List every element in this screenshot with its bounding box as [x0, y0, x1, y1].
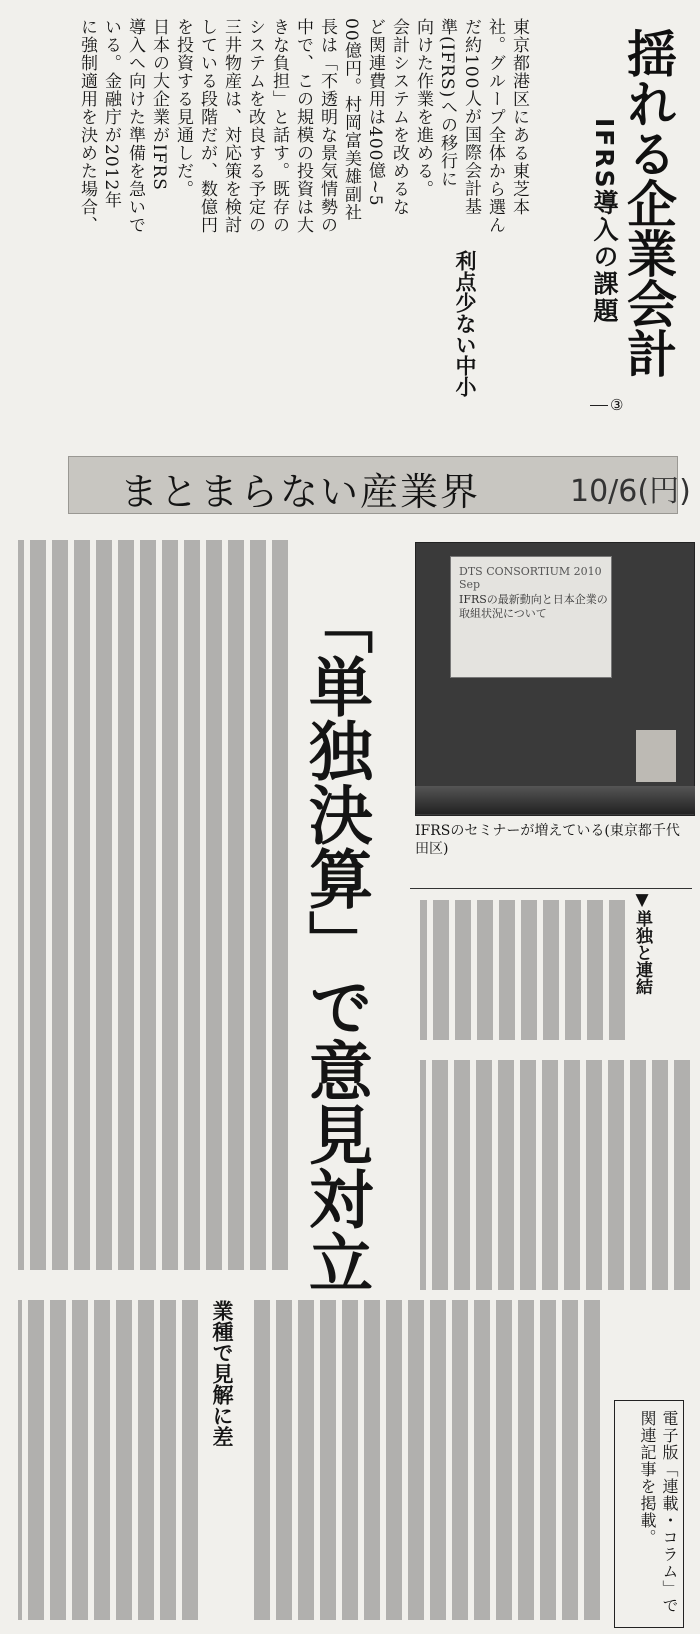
body-column: している段階だが、数億円 [197, 18, 217, 234]
main-headline: 「単独決算」で意見対立 [298, 590, 373, 1294]
body-column: 導入へ向けた準備を急いで [125, 18, 145, 234]
body-column: 00億円。村岡富美雄副社 [341, 18, 361, 222]
body-column: いる。金融庁が2012年 [101, 18, 121, 210]
body-column: 長は「不透明な景気情勢の [317, 18, 337, 234]
sidebar-border [410, 888, 692, 889]
audience [415, 786, 695, 814]
body-column: 準(IFRS)への移行に [437, 18, 457, 189]
body-column: 社。グループ全体から選ん [485, 18, 505, 234]
photo-caption: IFRSのセミナーが増えている(東京都千代田区) [415, 823, 680, 857]
body-column: だ約100人が国際会計基 [461, 18, 481, 216]
body-column: 会計システムを改めるな [389, 18, 409, 216]
screen-text-line2: IFRSの最新動向と日本企業の取組状況について [459, 593, 608, 620]
subheadline-industry: 業種で見解に差 [210, 1300, 235, 1447]
sidebar-body-text [420, 900, 625, 1040]
podium [636, 730, 676, 782]
body-column: 向けた作業を進める。 [413, 18, 433, 198]
body-column: 東京都港区にある東芝本 [509, 18, 529, 216]
body-text-block [420, 1060, 690, 1290]
body-column: を投資する見通しだ。 [173, 18, 193, 198]
series-title: 揺れる企業会計 [619, 28, 677, 378]
projection-screen [450, 556, 612, 678]
body-column: 中で、この規模の投資は大 [293, 18, 313, 234]
series-subtitle: IFRS導入の課題 [590, 118, 619, 325]
body-text-block [250, 1300, 600, 1620]
series-number: ③ [610, 396, 624, 414]
body-column: 日本の大企業がIFRS [149, 18, 169, 191]
sidebar-heading: ▼単独と連結 [632, 890, 652, 995]
body-column: システムを改良する予定の [245, 18, 265, 234]
screen-text-line1: DTS CONSORTIUM 2010 Sep [459, 565, 602, 591]
body-column: ど関連費用は400億~5 [365, 18, 385, 207]
electronic-edition-note: 電子版「連載・コラム」で関連記事を掲載。 [638, 1410, 679, 1614]
subheadline-sme: 利点少ない中小 [453, 250, 478, 397]
handwritten-date-note: 10/6(円) [570, 474, 691, 509]
body-column: きな負担」と話す。既存の [269, 18, 289, 234]
body-text-block [18, 1300, 198, 1620]
body-text-block [18, 540, 288, 1270]
banner-title: まとまらない産業界 [120, 470, 481, 514]
body-column: に強制適用を決めた場合、 [77, 18, 97, 234]
series-rule [590, 405, 608, 406]
body-column: 三井物産は、対応策を検討 [221, 18, 241, 234]
